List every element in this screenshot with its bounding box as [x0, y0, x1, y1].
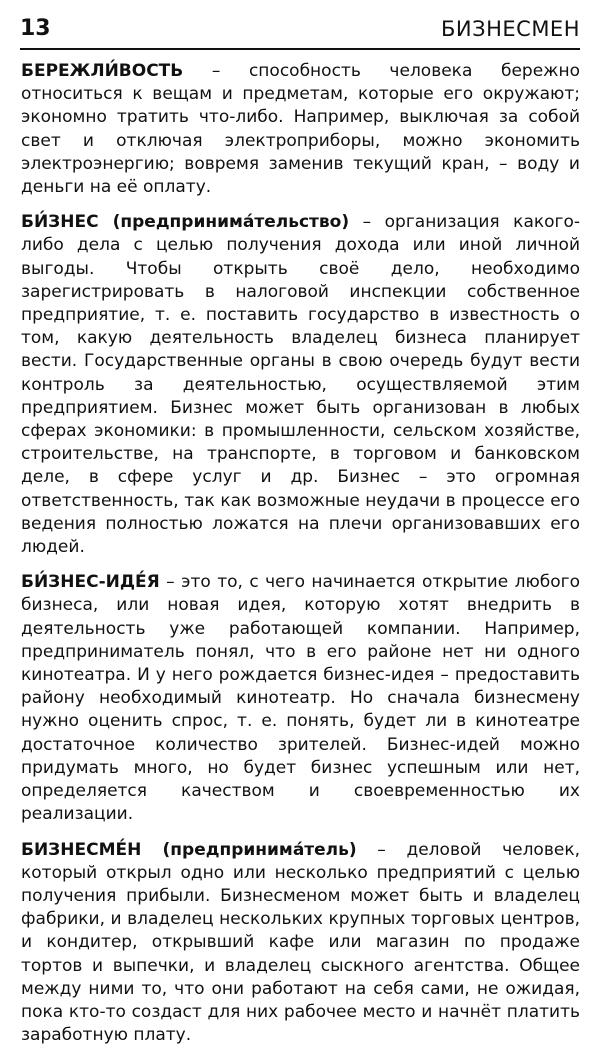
page-number: 13 — [20, 16, 51, 41]
entry-definition: – это то, с чего начинается открытие любого бизнеса, или новая идея, которую хотят внедрить в деятельность уже работающей компании. Например, предприниматель понял, что в его районе нет ни одного кинотеатра. И у него рождается бизнес-идея – предоставить району необходимый кинотеатр. Но сначала бизнесмену нужно оценить спрос, т. е. понять, будет ли в кинотеатре достаточное количество зрителей. Бизнес-идей можно придумать много, но будет бизнес успешным или нет, определяется качеством и своевременностью их реализации. — [21, 572, 580, 825]
entry-definition: – деловой человек, который открыл одно или несколько предприятий с целью получения прибыли. Бизнесменом может быть и владелец фабрики, и владелец нескольких крупных торговых центров, и кондитер, открывший кафе или магазин по продаже тортов и выпечки, и владелец сыскного агентства. Общее между ними то, что они работают на себя сами, не ожидая, пока кто-то создаст для них рабочее место и начнёт платить заработную плату. — [21, 839, 580, 1046]
entry-berezhlivost — [21, 60, 580, 199]
entry-term: БИ́ЗНЕС (предпринима́тельство) — [21, 212, 350, 233]
entry-biznes — [21, 211, 580, 559]
entry-biznes-ideya — [21, 571, 580, 826]
entry-biznesmen — [21, 839, 580, 1048]
running-head: БИЗНЕСМЕН — [441, 17, 580, 41]
entry-definition: – способность человека бережно относиться к вещам и предметам, которые его окружают; экономно тратить что-либо. Например, выключая за собой свет и отключая электроприборы, можно экономить электроэнергию; вовремя заменив текущий кран, – воду и деньги на её оплату. — [21, 61, 580, 198]
entry-term: БИ́ЗНЕС-ИДЕ́Я — [21, 572, 160, 593]
entry-term: БЕРЕЖЛИ́ВОСТЬ — [21, 61, 184, 81]
page-header — [20, 14, 580, 50]
entry-term: БИЗНЕСМЕ́Н (предпринима́тель) — [21, 839, 357, 860]
dictionary-content — [21, 60, 580, 1059]
entry-definition: – организация какого-либо дела с целью получения дохода или иной личной выгоды. Чтобы открыть своё дело, необходимо зарегистрировать в налоговой инспекции собственное предприятие, т. е. поставить государство в известность о том, какую деятельность владелец бизнеса планирует вести. Государственные органы в свою очередь будут вести контроль за деятельностью, осуществляемой этим предприятием. Бизнес может быть организован в любых сферах экономики: в промышленности, сельском хозяйстве, строительстве, на транспорте, в торговом и банковском деле, в сфере услуг и др. Бизнес – это огромная ответственность, так как возможные неудачи в процессе его ведения полностью ложатся на плечи организовавших его людей. — [21, 212, 580, 558]
